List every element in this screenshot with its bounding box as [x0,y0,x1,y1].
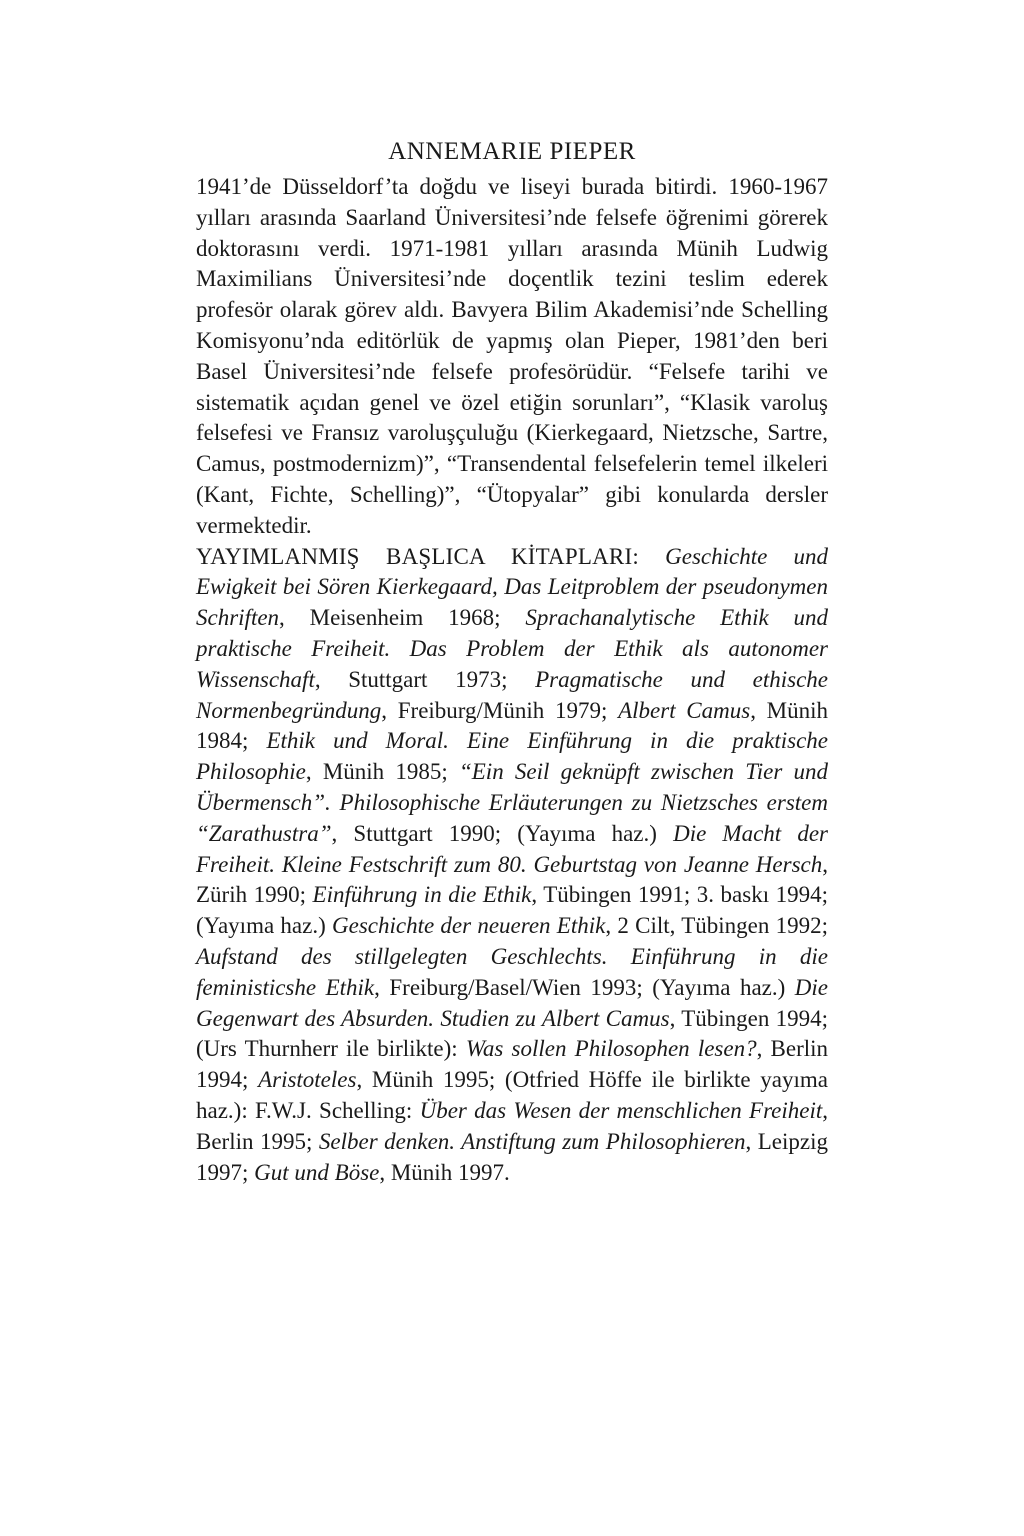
book-title: “Ein Seil geknüpft zwischen Tier und Übermensch”. Philosophische Erläuterungen zu Nietzsches erstem “Zarathustra” [196,759,828,846]
book-title: Geschichte und Ewigkeit bei Sören Kierkegaard, Das Leitproblem der pseudonymen Schriften [196,543,828,631]
book-details: , Münih 1985; [305,759,459,785]
books-list [196,544,828,1185]
book-title: Ethik und Moral. Eine Einführung in die praktische Philosophie [196,728,829,785]
book-title: Gut und Böse [254,1159,380,1185]
book-details: , Meisenheim 1968; [279,605,526,631]
book-title: Albert Camus [618,697,751,723]
book-title: Selber denken. Anstiftung zum Philosophieren [318,1128,746,1154]
book-details: , Münih 1995; (Otfried Höffe ile birlikte yayıma haz.): F.W.J. Schelling: [196,1067,828,1123]
document-page [196,136,828,1188]
books-label: YAYIMLANMIŞ BAŞLICA KİTAPLARI: [196,543,639,569]
book-title: Einführung in die Ethik [312,882,532,908]
book-details: , Berlin 1994; [196,1036,829,1093]
book-details: , Stuttgart 1973; [314,666,536,692]
book-details: , Leipzig 1997; [196,1128,828,1185]
book-details: , Berlin 1995; [196,1097,829,1154]
book-title: Die Gegenwart des Absurden. Studien zu Albert Camus [196,974,828,1031]
books-paragraph [196,542,828,1189]
book-title: Sprachanalytische Ethik und praktische Freiheit. Das Problem der Ethik als autonomer Wissenschaft [196,605,828,692]
book-details: , Freiburg/Basel/Wien 1993; (Yayıma haz.) [374,974,795,1000]
book-details: , Münih 1997. [379,1159,510,1185]
book-title: Aristoteles [258,1067,357,1093]
book-title: Was sollen Philosophen lesen? [465,1036,757,1062]
book-title: Geschichte der neueren Ethik [332,913,606,939]
book-title: Über das Wesen der menschlichen Freiheit [419,1097,823,1123]
author-name-heading: ANNEMARIE PIEPER [388,138,636,165]
biography-paragraph: 1941’de Düsseldorf’ta doğdu ve liseyi burada bitirdi. 1960-1967 yılları arasında Saarland Üniversitesi’nde felsefe öğrenimi görerek doktorasını verdi. 1971-1981 yılları arasında Münih Ludwig Maximilians Üniversitesi’nde doçentlik tezini teslim ederek profesör olarak görev aldı. Bavyera Bilim Akademisi’nde Schelling Komisyonu’nda editörlük de yapmış olan Pieper, 1981’den beri Basel Üniversitesi’nde felsefe profesörüdür. “Felsefe tarihi ve sistematik açıdan genel ve özel etiğin sorunları”, “Klasik varoluş felsefesi ve Fransız varoluşçuluğu (Kierkegaard, Nietzsche, Sartre, Camus, postmodernizm)”, “Transendental felsefelerin temel ilkeleri (Kant, Fichte, Schelling)”, “Ütopyalar” gibi konularda dersler vermektedir. [196,174,828,538]
book-title: Pragmatische und ethische Normenbegründung [196,666,828,723]
book-details: , Tübingen 1991; 3. baskı 1994; (Yayıma haz.) [196,882,828,939]
book-details: , Tübingen 1994; (Urs Thurnherr ile birlikte): [196,1005,829,1062]
book-details: , 2 Cilt, Tübingen 1992; [605,913,828,939]
book-details: , Stuttgart 1990; (Yayıma haz.) [331,820,674,846]
book-title: Aufstand des stillgelegten Geschlechts. Einführung in die feministicshe Ethik [196,943,828,1000]
book-title: Die Macht der Freiheit. Kleine Festschrift zum 80. Geburtstag von Jeanne Hersch [196,820,828,877]
book-details: , Zürih 1990; [196,851,828,908]
book-details: , Freiburg/Münih 1979; [381,697,619,723]
book-details: , Münih 1984; [196,697,829,754]
book-details [639,544,665,569]
